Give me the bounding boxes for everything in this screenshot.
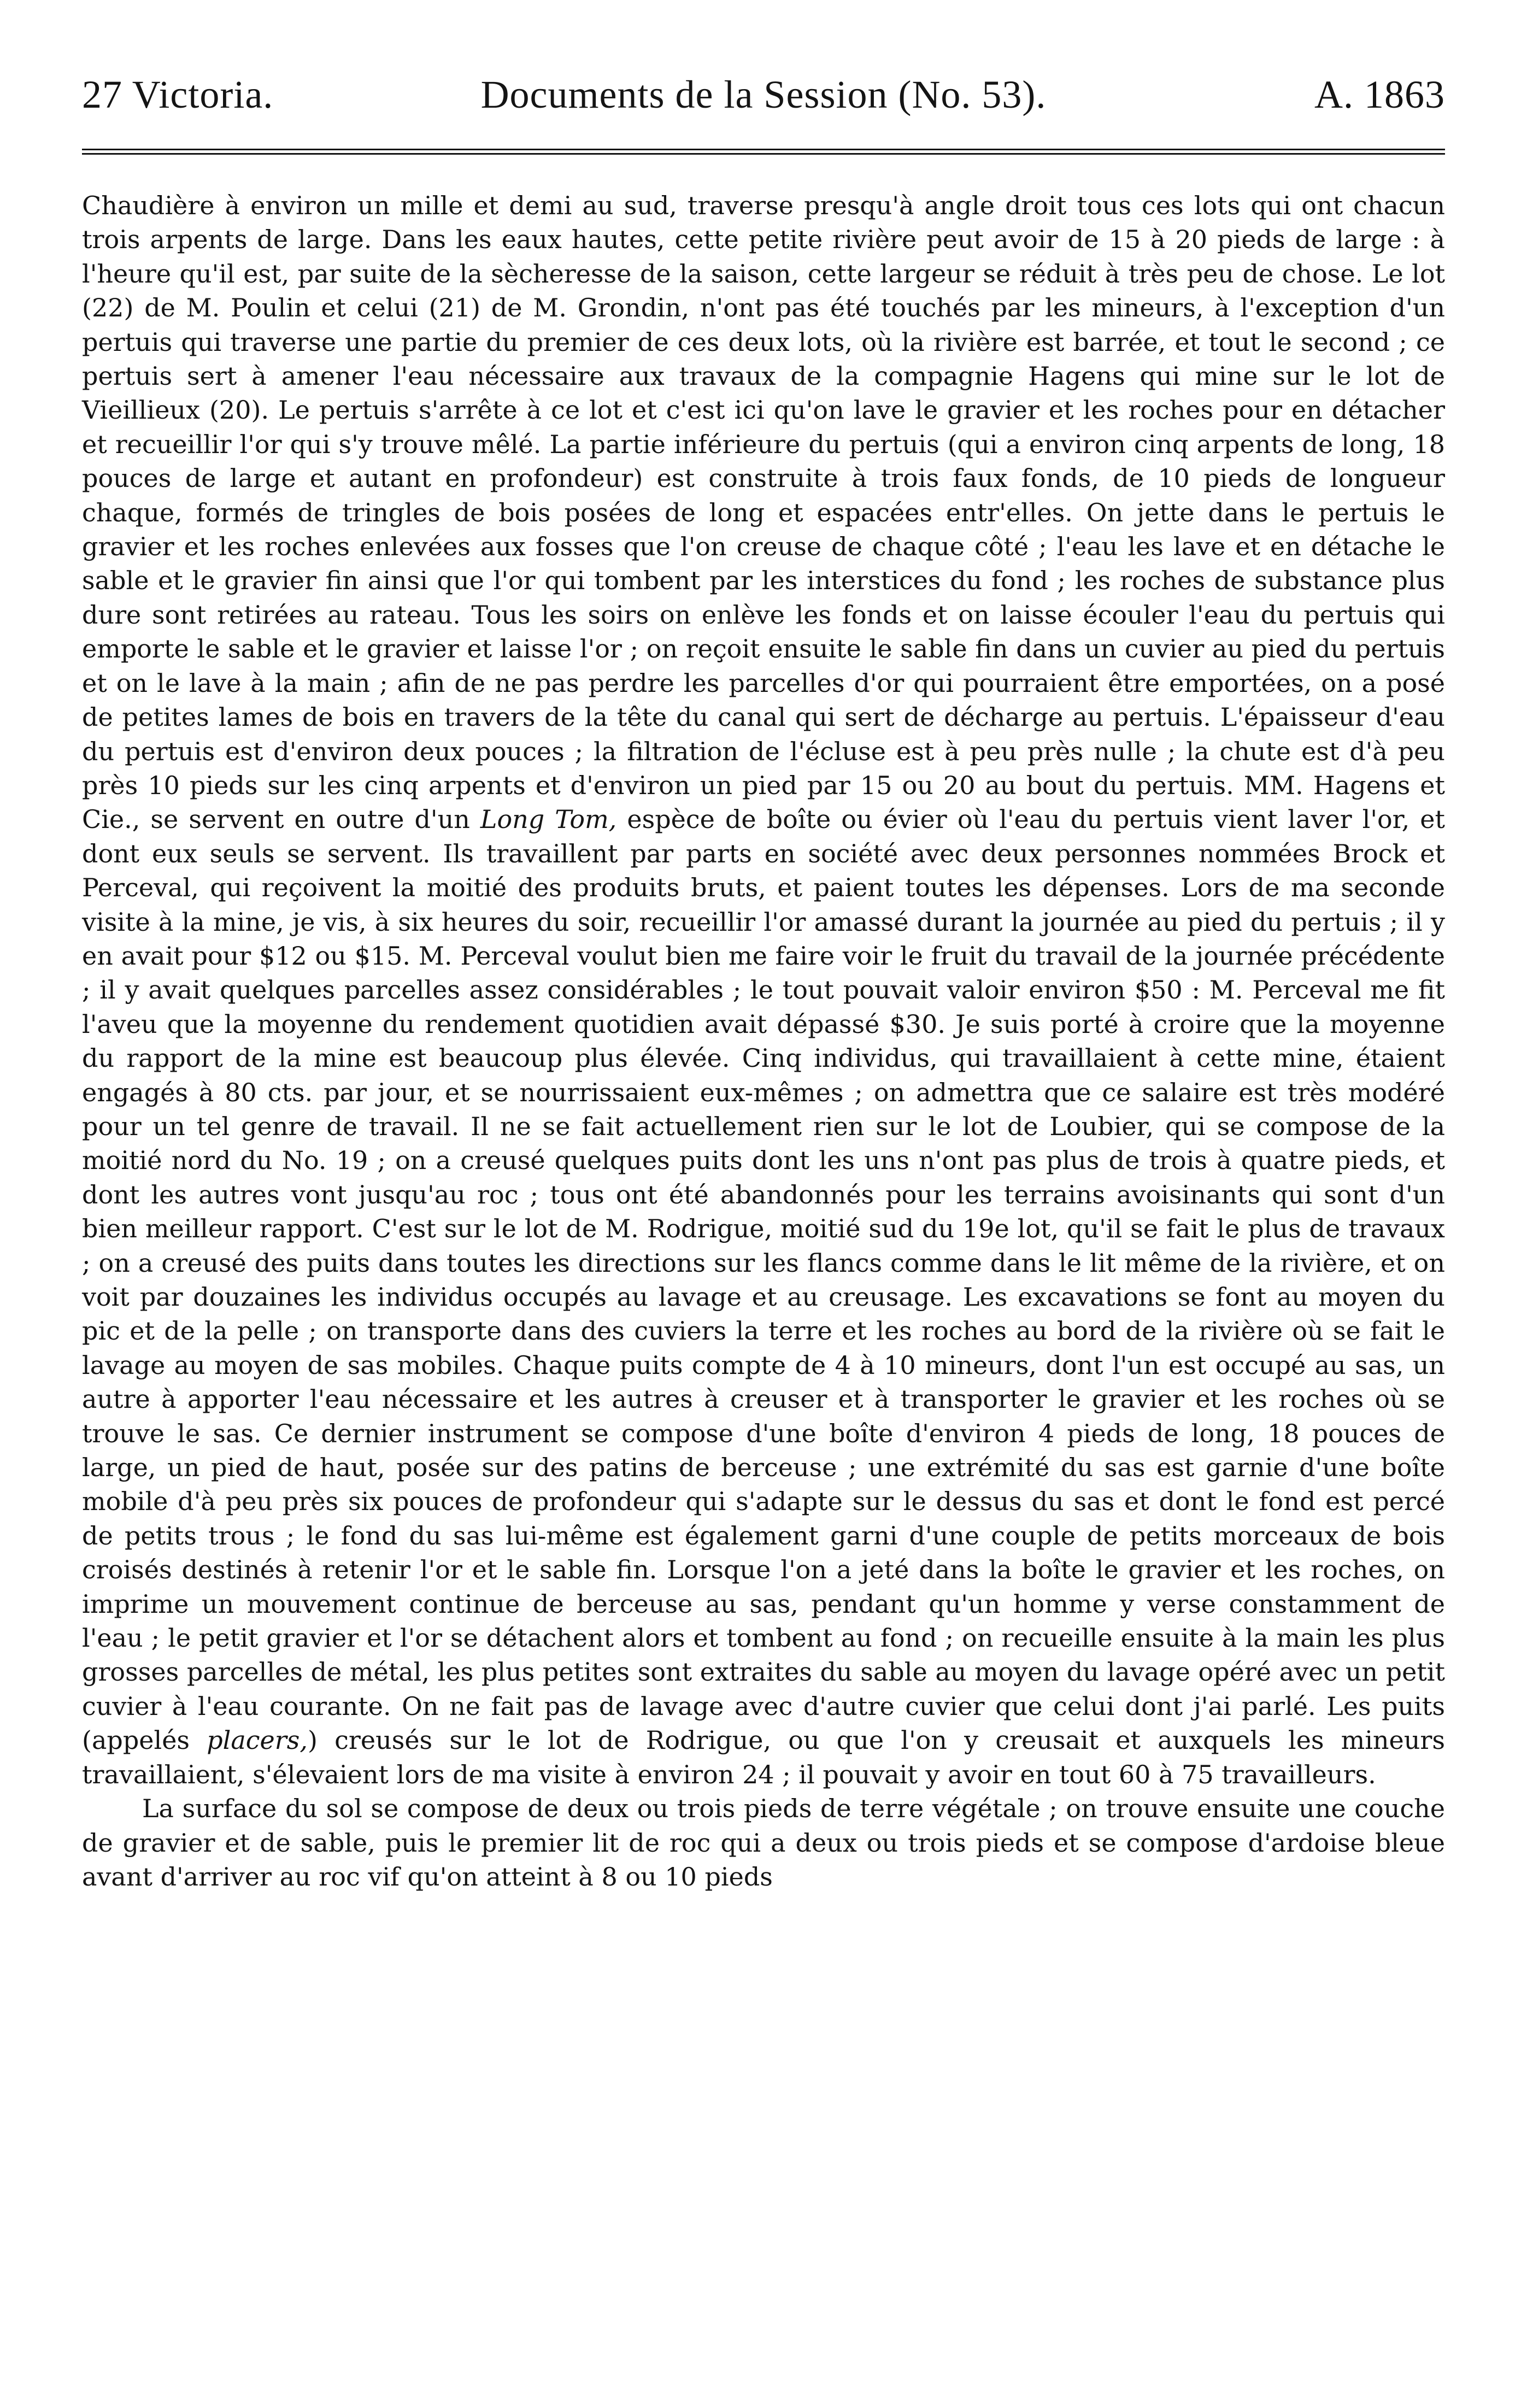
header-rule (82, 149, 1445, 155)
italic-term-placers: placers, (207, 1725, 308, 1755)
italic-term-long-tom: Long Tom, (480, 804, 617, 835)
paragraph-text: Chaudière à environ un mille et demi au sud, traverse presqu'à angle droit tous ces lots qui ont chacun trois arpents de large. Dans les eaux hautes, cette petite rivière peut avoir de 15 à 20 pieds de large : à l'heure qu'il est, par suite de la sècheresse de la saison, cette largeur se réduit à très peu de chose. Le lot (22) de M. Poulin et celui (21) de M. Grondin, n'ont pas été touchés par les mineurs, à l'exception d'un pertuis qui traverse une partie du premier de ces deux lots, où la rivière est barrée, et tout le second ; ce pertuis sert à amener l'eau nécessaire aux travaux de la compagnie Hagens qui mine sur le lot de Vieillieux (20). Le pertuis s'arrête à ce lot et c'est ici qu'on lave le gravier et les roches pour en détacher et recueillir l'or qui s'y trouve mêlé. La partie inférieure du pertuis (qui a environ cinq arpents de long, 18 pouces de large et autant en profondeur) est construite à trois faux fonds, de 10 pieds de longueur chaque, formés de tringles de bois posées de long et espacées entr'elles. On jette dans le pertuis le gravier et les roches enlevées aux fosses que l'on creuse de chaque côté ; l'eau les lave et en détache le sable et le gravier fin ainsi que l'or qui tombent par les interstices du fond ; les roches de substance plus dure sont retirées au rateau. Tous les soirs on enlève les fonds et on laisse écouler l'eau du pertuis qui emporte le sable et le gravier et laisse l'or ; on reçoit ensuite le sable fin dans un cuvier au pied du pertuis et on le lave à la main ; afin de ne pas perdre les parcelles d'or qui pourraient être emportées, on a posé de petites lames de bois en travers de la tête du canal qui sert de décharge au pertuis. L'épaisseur d'eau du pertuis est d'environ deux pouces ; la filtration de l'écluse est à peu près nulle ; la chute est d'à peu près 10 pieds sur les cinq arpents et d'environ un pied par 15 ou 20 au bout du pertuis. MM. Hagens et Cie., se servent en outre d'un (82, 191, 1445, 835)
body-text (82, 189, 1445, 1894)
paragraph-text: ) creusés sur le lot de Rodrigue, ou que l'on y creusait et auxquels les mineurs travaillaient, s'élevaient lors de ma visite à environ 24 ; il pouvait y avoir en tout 60 à 75 travailleurs. (82, 1725, 1445, 1789)
paragraph-text: espèce de boîte ou évier où l'eau du pertuis vient laver l'or, et dont eux seuls se servent. Ils travaillent par parts en société avec deux personnes nommées Brock et Perceval, qui reçoivent la moitié des produits bruts, et paient toutes les dépenses. Lors de ma seconde visite à la mine, je vis, à six heures du soir, recueillir l'or amassé durant la journée au pied du pertuis ; il y en avait pour $12 ou $15. M. Perceval voulut bien me faire voir le fruit du travail de la journée précédente ; il y avait quelques parcelles assez considérables ; le tout pouvait valoir environ $50 : M. Perceval me fit l'aveu que la moyenne du rendement quotidien avait dépassé $30. Je suis porté à croire que la moyenne du rapport de la mine est beaucoup plus élevée. Cinq individus, qui travaillaient à cette mine, étaient engagés à 80 cts. par jour, et se nourrissaient eux-mêmes ; on admettra que ce salaire est très modéré pour un tel genre de travail. Il ne se fait actuellement rien sur le lot de Loubier, qui se compose de la moitié nord du No. 19 ; on a creusé quelques puits dont les uns n'ont pas plus de trois à quatre pieds, et dont les autres vont jusqu'au roc ; tous ont été abandonnés pour les terrains avoisinants qui sont d'un bien meilleur rapport. C'est sur le lot de M. Rodrigue, moitié sud du 19e lot, qu'il se fait le plus de travaux ; on a creusé des puits dans toutes les directions sur les flancs comme dans le lit même de la rivière, et on voit par douzaines les individus occupés au lavage et au creusage. Les excavations se font au moyen du pic et de la pelle ; on transporte dans des cuviers la terre et les roches au bord de la rivière où se fait le lavage au moyen de sas mobiles. Chaque puits compte de 4 à 10 mineurs, dont l'un est occupé au sas, un autre à apporter l'eau nécessaire et les autres à creuser et à transporter le gravier et les roches où se trouve le sas. Ce dernier instrument se compose d'une boîte d'environ 4 pieds de long, 18 pouces de large, un pied de haut, posée sur des patins de berceuse ; une extrémité du sas est garnie d'une boîte mobile d'à peu près six pouces de profondeur qui s'adapte sur le dessus du sas et dont le fond est percé de petits trous ; le fond du sas lui-même est également garni d'une couple de petits morceaux de bois croisés destinés à retenir l'or et le sable fin. Lorsque l'on a jeté dans la boîte le gravier et les roches, on imprime un mouvement continue de berceuse au sas, pendant qu'un homme y verse constamment de l'eau ; le petit gravier et l'or se détachent alors et tombent au fond ; on recueille ensuite à la main les plus grosses parcelles de métal, les plus petites sont extraites du sable au moyen du lavage opéré avec un petit cuvier à l'eau courante. On ne fait pas de lavage avec d'autre cuvier que celui dont j'ai parlé. Les puits (appelés (82, 804, 1445, 1755)
header-regnal-year: 27 Victoria. (82, 73, 274, 116)
paragraph-soil-surface: La surface du sol se compose de deux ou trois pieds de terre végétale ; on trouve ensuite une couche de gravier et de sable, puis le premier lit de roc qui a deux ou trois pieds et se compose d'ardoise bleue avant d'arriver au roc vif qu'on atteint à 8 ou 10 pieds (82, 1794, 1445, 1892)
running-header (82, 64, 1445, 125)
header-document-title: Documents de la Session (No. 53). (480, 73, 1047, 116)
header-year: A. 1863 (1314, 73, 1445, 116)
paragraph-mines-description (82, 189, 1445, 1792)
